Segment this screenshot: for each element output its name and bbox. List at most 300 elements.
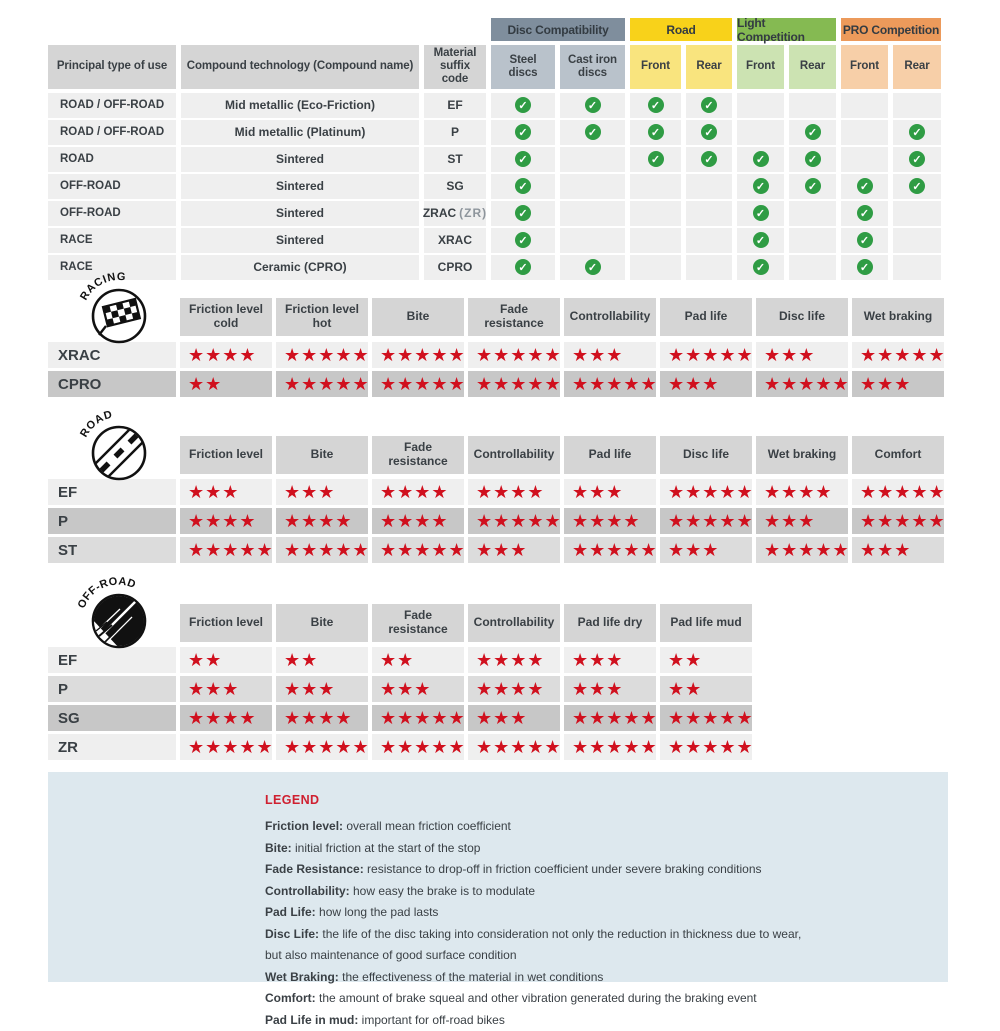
road-lanes-icon <box>76 405 156 487</box>
star-rating-cell <box>372 705 464 731</box>
star-rating: ★★★★ <box>476 651 545 669</box>
star-rating-cell <box>852 479 944 505</box>
check-icon: ✓ <box>701 124 717 140</box>
legend-term: Pad Life: <box>265 905 319 919</box>
legend-entry <box>265 967 928 989</box>
legend-term: Friction level: <box>265 819 346 833</box>
technology-cell: Mid metallic (Platinum) <box>181 120 419 145</box>
suffix-code-cell: ZRAC (ZR) <box>424 201 486 226</box>
compat-check-cell <box>686 147 732 172</box>
compat-check-cell <box>893 120 941 145</box>
star-rating: ★★★ <box>572 483 623 501</box>
column-header: Cast iron discs <box>560 45 625 89</box>
legend-title: LEGEND <box>265 793 928 807</box>
compat-check-cell <box>491 228 555 253</box>
rating-row-label: ST <box>48 537 176 563</box>
technology-cell: Sintered <box>181 201 419 226</box>
star-rating-cell <box>564 676 656 702</box>
compat-check-cell <box>560 120 625 145</box>
compat-body <box>48 93 953 280</box>
offroad-rows <box>48 647 948 760</box>
offroad-header-row <box>48 604 948 642</box>
check-icon: ✓ <box>515 205 531 221</box>
check-icon: ✓ <box>909 124 925 140</box>
use-cell: OFF-ROAD <box>48 201 176 226</box>
legend-term: Fade Resistance: <box>265 862 367 876</box>
compat-empty-cell <box>686 228 732 253</box>
star-rating-cell <box>276 537 368 563</box>
star-rating-cell <box>660 734 752 760</box>
star-rating-cell <box>372 676 464 702</box>
star-rating-cell <box>372 479 464 505</box>
legend-desc: the effectiveness of the material in wet conditions <box>342 970 603 984</box>
column-header: Material suffix code <box>424 45 486 89</box>
suffix-code-cell: CPRO <box>424 255 486 280</box>
star-rating: ★★★★ <box>188 512 257 530</box>
star-rating: ★★★ <box>860 541 911 559</box>
check-icon: ✓ <box>701 151 717 167</box>
star-rating: ★★★★★ <box>860 346 946 364</box>
star-rating: ★★ <box>668 680 702 698</box>
star-rating: ★★★ <box>764 512 815 530</box>
star-rating: ★★★ <box>764 346 815 364</box>
legend-entry <box>265 838 928 860</box>
rating-row-label: P <box>48 508 176 534</box>
compat-check-cell <box>737 174 784 199</box>
star-rating: ★★★ <box>476 709 527 727</box>
star-rating: ★★★★★ <box>476 512 562 530</box>
compat-header-row <box>48 45 953 89</box>
racing-ratings-section <box>48 268 948 400</box>
star-rating-cell <box>276 705 368 731</box>
rating-row-label: XRAC <box>48 342 176 368</box>
road-ratings-section <box>48 405 948 563</box>
star-rating: ★★★★ <box>284 512 353 530</box>
check-icon: ✓ <box>909 151 925 167</box>
compat-check-cell <box>789 174 836 199</box>
legend-panel <box>48 772 948 982</box>
star-rating-cell <box>468 705 560 731</box>
compat-group-row <box>48 18 953 41</box>
column-header: Rear <box>789 45 836 89</box>
star-rating-cell <box>564 734 656 760</box>
star-rating: ★★★★★ <box>188 541 274 559</box>
rating-column-header: Friction level <box>180 436 272 474</box>
compat-empty-cell <box>737 93 784 118</box>
star-rating-cell <box>756 371 848 397</box>
rating-column-header: Pad life dry <box>564 604 656 642</box>
compat-empty-cell <box>789 201 836 226</box>
star-rating: ★★★★★ <box>572 541 658 559</box>
star-rating-cell <box>468 537 560 563</box>
check-icon: ✓ <box>857 259 873 275</box>
legend-term: Pad Life in mud: <box>265 1013 362 1027</box>
star-rating-cell <box>372 342 464 368</box>
group-header-pro: PRO Competition <box>841 18 941 41</box>
legend-desc: important for off-road bikes <box>362 1013 505 1027</box>
star-rating-cell <box>660 371 752 397</box>
rating-column-header: Pad life mud <box>660 604 752 642</box>
star-rating: ★★★★ <box>284 709 353 727</box>
legend-entries <box>265 816 928 1031</box>
star-rating: ★★ <box>188 375 222 393</box>
rating-column-header: Controllability <box>468 604 560 642</box>
star-rating: ★★★ <box>476 541 527 559</box>
star-rating-cell <box>852 371 944 397</box>
check-icon: ✓ <box>648 124 664 140</box>
star-rating-cell <box>660 647 752 673</box>
use-cell: ROAD / OFF-ROAD <box>48 93 176 118</box>
star-rating-cell <box>564 342 656 368</box>
star-rating: ★★★ <box>572 651 623 669</box>
compat-empty-cell <box>789 228 836 253</box>
legend-desc: how easy the brake is to modulate <box>353 884 535 898</box>
rating-column-header: Friction level hot <box>276 298 368 336</box>
star-rating-cell <box>372 734 464 760</box>
star-rating: ★★ <box>380 651 414 669</box>
star-rating-cell <box>276 734 368 760</box>
star-rating-cell <box>180 734 272 760</box>
compat-check-cell <box>841 201 888 226</box>
racing-section-label: RACING <box>78 271 127 303</box>
use-cell: RACE <box>48 255 176 280</box>
suffix-code-cell: XRAC <box>424 228 486 253</box>
rating-column-header: Pad life <box>660 298 752 336</box>
rating-column-header: Fade resistance <box>468 298 560 336</box>
star-rating: ★★★★★ <box>476 738 562 756</box>
use-cell: OFF-ROAD <box>48 174 176 199</box>
star-rating-cell <box>276 342 368 368</box>
star-rating: ★★★★★ <box>860 512 946 530</box>
use-cell: RACE <box>48 228 176 253</box>
use-cell: ROAD / OFF-ROAD <box>48 120 176 145</box>
star-rating: ★★★★★ <box>764 541 850 559</box>
star-rating-cell <box>180 371 272 397</box>
legend-desc: the life of the disc taking into consideration not only the reduction in thickness due to wear, <box>322 927 801 941</box>
legend-term: Wet Braking: <box>265 970 342 984</box>
check-icon: ✓ <box>753 178 769 194</box>
star-rating-cell <box>564 705 656 731</box>
legend-term: Disc Life: <box>265 927 322 941</box>
rating-row-label: P <box>48 676 176 702</box>
legend-entry <box>265 1010 928 1031</box>
legend-desc: initial friction at the start of the stop <box>295 841 480 855</box>
technology-cell: Sintered <box>181 147 419 172</box>
legend-entry <box>265 945 928 967</box>
checkered-flag-icon <box>76 268 156 348</box>
column-header: Rear <box>893 45 941 89</box>
compat-check-cell <box>841 174 888 199</box>
suffix-note: (ZR) <box>459 206 487 220</box>
legend-desc: but also maintenance of good surface condition <box>265 948 517 962</box>
star-rating-cell <box>372 647 464 673</box>
star-rating: ★★★★ <box>188 709 257 727</box>
check-icon: ✓ <box>515 178 531 194</box>
star-rating-cell <box>660 537 752 563</box>
star-rating-cell <box>564 508 656 534</box>
compat-check-cell <box>491 93 555 118</box>
compatibility-table <box>48 18 953 280</box>
star-rating: ★★★★★ <box>380 709 466 727</box>
star-rating: ★★★★★ <box>668 512 754 530</box>
check-icon: ✓ <box>805 151 821 167</box>
star-rating-cell <box>180 342 272 368</box>
compat-empty-cell <box>686 201 732 226</box>
star-rating-cell <box>660 508 752 534</box>
star-rating: ★★★★★ <box>380 738 466 756</box>
star-rating: ★★★★★ <box>572 709 658 727</box>
compat-check-cell <box>630 147 681 172</box>
legend-entry <box>265 902 928 924</box>
star-rating-cell <box>468 508 560 534</box>
star-rating: ★★★★★ <box>860 483 946 501</box>
star-rating: ★★★★★ <box>668 346 754 364</box>
compat-empty-cell <box>893 93 941 118</box>
compat-empty-cell <box>560 228 625 253</box>
compat-empty-cell <box>841 147 888 172</box>
star-rating-cell <box>564 537 656 563</box>
compat-check-cell <box>491 201 555 226</box>
legend-entry <box>265 859 928 881</box>
legend-desc: the amount of brake squeal and other vibration generated during the braking event <box>319 991 757 1005</box>
star-rating: ★★★★★ <box>572 375 658 393</box>
star-rating-cell <box>564 479 656 505</box>
star-rating-cell <box>372 371 464 397</box>
check-icon: ✓ <box>857 232 873 248</box>
star-rating-cell <box>372 537 464 563</box>
star-rating-cell <box>756 342 848 368</box>
compat-check-cell <box>686 120 732 145</box>
star-rating-cell <box>468 371 560 397</box>
rating-column-header: Disc life <box>660 436 752 474</box>
compat-empty-cell <box>841 120 888 145</box>
compat-check-cell <box>789 147 836 172</box>
rating-column-header: Wet braking <box>756 436 848 474</box>
star-rating-cell <box>756 537 848 563</box>
star-rating: ★★★ <box>572 346 623 364</box>
check-icon: ✓ <box>515 259 531 275</box>
road-rows <box>48 479 948 563</box>
rating-column-header: Fade resistance <box>372 436 464 474</box>
column-header: Steel discs <box>491 45 555 89</box>
star-rating: ★★★★★ <box>284 541 370 559</box>
check-icon: ✓ <box>585 259 601 275</box>
legend-entry <box>265 816 928 838</box>
compat-check-cell <box>491 174 555 199</box>
compat-check-cell <box>737 201 784 226</box>
compat-empty-cell <box>630 174 681 199</box>
rating-column-header: Controllability <box>468 436 560 474</box>
group-header-spacer <box>48 18 486 41</box>
column-header: Compound technology (Compound name) <box>181 45 419 89</box>
legend-entry <box>265 881 928 903</box>
star-rating-cell <box>852 508 944 534</box>
star-rating-cell <box>564 371 656 397</box>
star-rating-cell <box>276 676 368 702</box>
star-rating: ★★★★★ <box>764 375 850 393</box>
star-rating-cell <box>276 508 368 534</box>
compat-empty-cell <box>630 201 681 226</box>
use-cell: ROAD <box>48 147 176 172</box>
mud-splatter-icon <box>76 573 156 655</box>
star-rating: ★★★★ <box>188 346 257 364</box>
check-icon: ✓ <box>648 97 664 113</box>
legend-entry <box>265 988 928 1010</box>
star-rating: ★★★ <box>188 680 239 698</box>
rating-column-header: Bite <box>276 604 368 642</box>
star-rating-cell <box>468 342 560 368</box>
rating-column-header: Fade resistance <box>372 604 464 642</box>
star-rating: ★★★★★ <box>668 738 754 756</box>
offroad-section-label: OFF-ROAD <box>76 575 137 610</box>
check-icon: ✓ <box>701 97 717 113</box>
star-rating: ★★★★★ <box>668 483 754 501</box>
rating-column-header: Wet braking <box>852 298 944 336</box>
check-icon: ✓ <box>585 124 601 140</box>
column-header: Front <box>737 45 784 89</box>
compat-empty-cell <box>686 174 732 199</box>
rating-column-header: Friction level cold <box>180 298 272 336</box>
road-section-label: ROAD <box>78 408 114 439</box>
compat-check-cell <box>630 120 681 145</box>
group-header-lc: Light Competition <box>737 18 836 41</box>
compat-empty-cell <box>630 228 681 253</box>
rating-row-label: CPRO <box>48 371 176 397</box>
check-icon: ✓ <box>857 178 873 194</box>
star-rating: ★★★★ <box>476 483 545 501</box>
star-rating-cell <box>180 705 272 731</box>
star-rating-cell <box>660 676 752 702</box>
star-rating-cell <box>180 479 272 505</box>
legend-term: Bite: <box>265 841 295 855</box>
rating-row-label: SG <box>48 705 176 731</box>
star-rating-cell <box>756 479 848 505</box>
star-rating-cell <box>372 508 464 534</box>
star-rating-cell <box>564 647 656 673</box>
rating-column-header: Bite <box>372 298 464 336</box>
suffix-code-cell: ST <box>424 147 486 172</box>
star-rating: ★★★★★ <box>188 738 274 756</box>
compat-check-cell <box>686 93 732 118</box>
star-rating-cell <box>852 342 944 368</box>
rating-column-header: Friction level <box>180 604 272 642</box>
check-icon: ✓ <box>515 232 531 248</box>
compat-check-cell <box>491 147 555 172</box>
check-icon: ✓ <box>515 151 531 167</box>
star-rating-cell <box>852 537 944 563</box>
star-rating: ★★★★ <box>764 483 833 501</box>
star-rating-cell <box>180 537 272 563</box>
group-header-disc: Disc Compatibility <box>491 18 625 41</box>
compat-empty-cell <box>560 147 625 172</box>
star-rating: ★★★★★ <box>572 738 658 756</box>
check-icon: ✓ <box>753 259 769 275</box>
check-icon: ✓ <box>857 205 873 221</box>
star-rating: ★★ <box>188 651 222 669</box>
star-rating-cell <box>276 479 368 505</box>
technology-cell: Mid metallic (Eco-Friction) <box>181 93 419 118</box>
star-rating-cell <box>276 371 368 397</box>
star-rating: ★★★★ <box>572 512 641 530</box>
check-icon: ✓ <box>585 97 601 113</box>
legend-term: Controllability: <box>265 884 353 898</box>
star-rating: ★★★ <box>572 680 623 698</box>
star-rating-cell <box>660 705 752 731</box>
suffix-code-cell: EF <box>424 93 486 118</box>
compat-empty-cell <box>560 201 625 226</box>
racing-header-row <box>48 298 948 336</box>
star-rating-cell <box>468 647 560 673</box>
rating-row-label: EF <box>48 647 176 673</box>
rating-column-header: Disc life <box>756 298 848 336</box>
compat-check-cell <box>630 93 681 118</box>
technology-cell: Sintered <box>181 228 419 253</box>
compat-empty-cell <box>560 174 625 199</box>
star-rating-cell <box>180 676 272 702</box>
star-rating-cell <box>660 479 752 505</box>
technology-cell: Sintered <box>181 174 419 199</box>
star-rating: ★★★★★ <box>284 375 370 393</box>
star-rating-cell <box>180 508 272 534</box>
compat-check-cell <box>491 120 555 145</box>
star-rating: ★★ <box>668 651 702 669</box>
technology-cell: Ceramic (CPRO) <box>181 255 419 280</box>
rating-column-header: Bite <box>276 436 368 474</box>
column-header: Front <box>841 45 888 89</box>
star-rating: ★★★ <box>860 375 911 393</box>
legend-desc: resistance to drop-off in friction coefficient under severe braking conditions <box>367 862 761 876</box>
offroad-ratings-section <box>48 573 948 759</box>
star-rating: ★★★★★ <box>380 346 466 364</box>
star-rating-cell <box>468 734 560 760</box>
check-icon: ✓ <box>648 151 664 167</box>
star-rating: ★★★★ <box>380 512 449 530</box>
compat-check-cell <box>893 147 941 172</box>
star-rating: ★★★★★ <box>476 375 562 393</box>
check-icon: ✓ <box>753 205 769 221</box>
compat-check-cell <box>737 228 784 253</box>
compat-check-cell <box>789 120 836 145</box>
road-header-row <box>48 436 948 474</box>
legend-desc: how long the pad lasts <box>319 905 438 919</box>
check-icon: ✓ <box>515 97 531 113</box>
star-rating-cell <box>468 479 560 505</box>
star-rating: ★★ <box>284 651 318 669</box>
star-rating: ★★★★★ <box>380 375 466 393</box>
compat-check-cell <box>737 147 784 172</box>
compat-empty-cell <box>737 120 784 145</box>
star-rating: ★★★★ <box>380 483 449 501</box>
star-rating: ★★★★★ <box>380 541 466 559</box>
star-rating-cell <box>180 647 272 673</box>
racing-rows <box>48 342 948 397</box>
star-rating: ★★★★★ <box>668 709 754 727</box>
legend-desc: overall mean friction coefficient <box>346 819 511 833</box>
check-icon: ✓ <box>515 124 531 140</box>
star-rating-cell <box>276 647 368 673</box>
star-rating: ★★★ <box>380 680 431 698</box>
star-rating: ★★★ <box>668 541 719 559</box>
rating-column-header: Controllability <box>564 298 656 336</box>
star-rating: ★★★★★ <box>284 346 370 364</box>
suffix-code-cell: SG <box>424 174 486 199</box>
star-rating-cell <box>660 342 752 368</box>
legend-entry <box>265 924 928 946</box>
star-rating: ★★★★★ <box>476 346 562 364</box>
check-icon: ✓ <box>805 178 821 194</box>
compat-check-cell <box>893 174 941 199</box>
column-header: Principal type of use <box>48 45 176 89</box>
